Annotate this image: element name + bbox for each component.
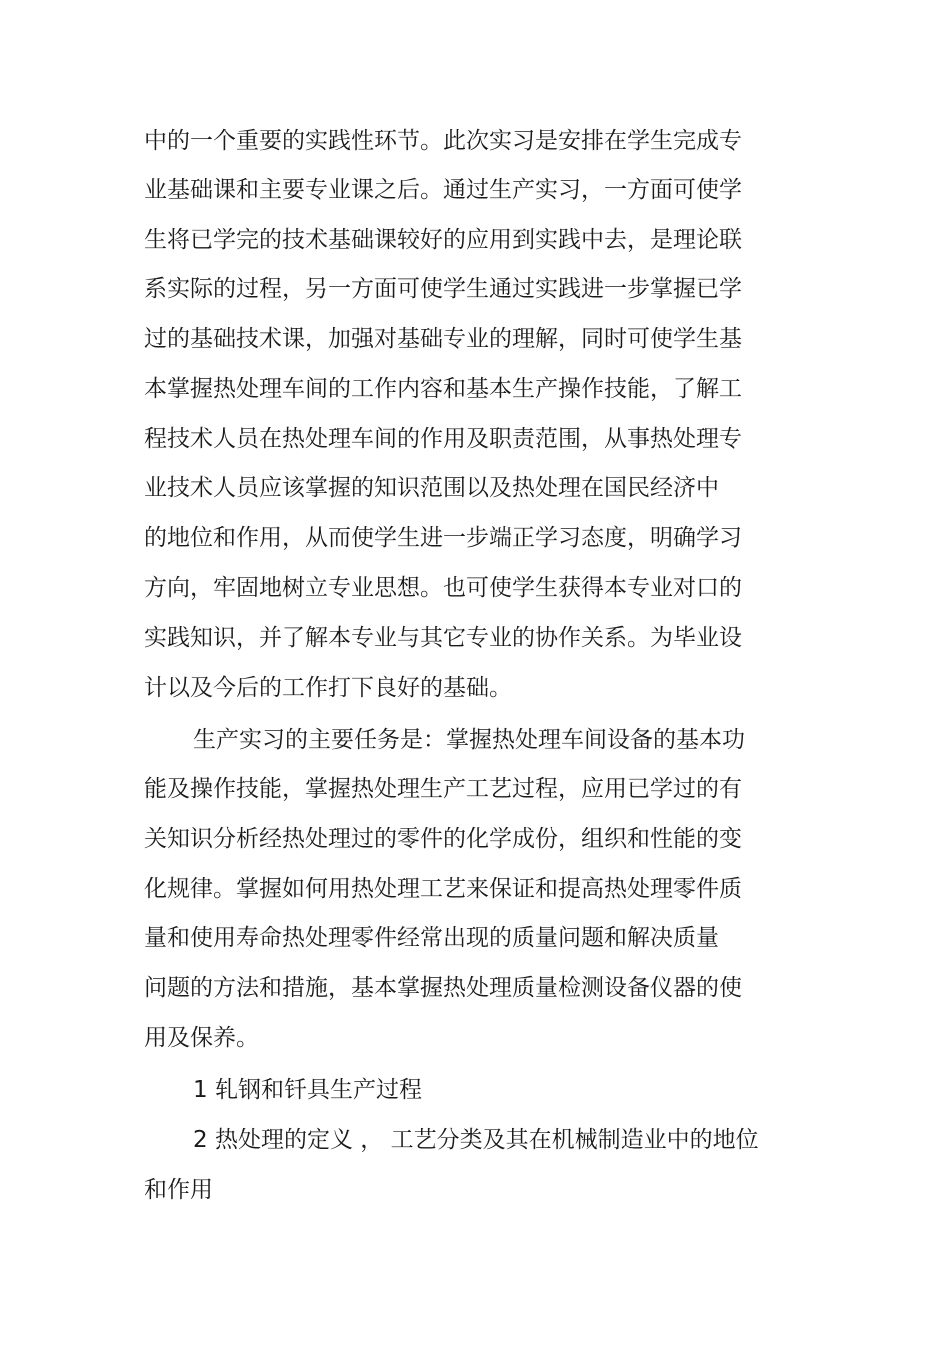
text-line: 本掌握热处理车间的工作内容和基本生产操作技能，了解工 bbox=[144, 376, 742, 402]
text-line: 量和使用寿命热处理零件经常出现的质量问题和解决质量 bbox=[144, 925, 719, 951]
text-line: 过的基础技术课，加强对基础专业的理解，同时可使学生基 bbox=[144, 326, 742, 352]
text-line: 系实际的过程，另一方面可使学生通过实践进一步掌握已学 bbox=[144, 276, 742, 302]
text-line: 生产实习的主要任务是：掌握热处理车间设备的基本功 bbox=[193, 727, 745, 753]
list-item-2: 2 热处理的定义 ， 工艺分类及其在机械制造业中的地位 bbox=[193, 1127, 759, 1153]
text-line: 问题的方法和措施，基本掌握热处理质量检测设备仪器的使 bbox=[144, 975, 742, 1001]
text-line: 能及操作技能，掌握热处理生产工艺过程，应用已学过的有 bbox=[144, 776, 742, 802]
text-line: 化规律。掌握如何用热处理工艺来保证和提高热处理零件质 bbox=[144, 876, 742, 902]
text-line: 中的一个重要的实践性环节。此次实习是安排在学生完成专 bbox=[144, 128, 742, 154]
text-line: 计以及今后的工作打下良好的基础。 bbox=[144, 675, 512, 701]
text-line: 业基础课和主要专业课之后。通过生产实习，一方面可使学 bbox=[144, 177, 742, 203]
text-line: 方向，牢固地树立专业思想。也可使学生获得本专业对口的 bbox=[144, 575, 742, 601]
list-item-2-continuation: 和作用 bbox=[144, 1177, 213, 1203]
text-line: 生将已学完的技术基础课较好的应用到实践中去，是理论联 bbox=[144, 227, 742, 253]
text-line: 关知识分析经热处理过的零件的化学成份，组织和性能的变 bbox=[144, 826, 742, 852]
list-item-1: 1 轧钢和钎具生产过程 bbox=[193, 1077, 422, 1103]
text-line: 程技术人员在热处理车间的作用及职责范围，从事热处理专 bbox=[144, 426, 742, 452]
text-line: 的地位和作用，从而使学生进一步端正学习态度，明确学习 bbox=[144, 525, 742, 551]
text-line: 用及保养。 bbox=[144, 1025, 259, 1051]
text-line: 实践知识，并了解本专业与其它专业的协作关系。为毕业设 bbox=[144, 625, 742, 651]
text-line: 业技术人员应该掌握的知识范围以及热处理在国民经济中 bbox=[144, 475, 719, 501]
